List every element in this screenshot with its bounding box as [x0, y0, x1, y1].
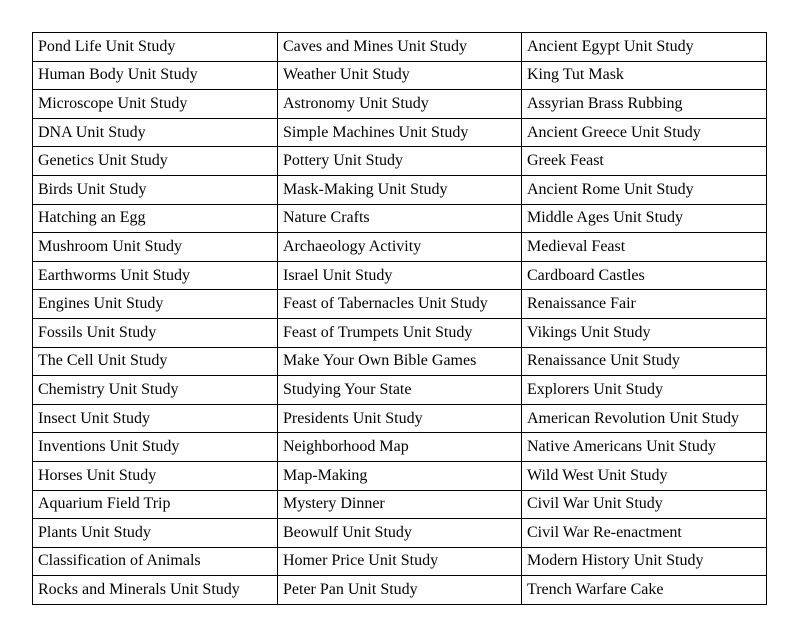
- table-row: [33, 147, 767, 176]
- table-row: [33, 490, 767, 519]
- table-row: [33, 290, 767, 319]
- table-cell: Peter Pan Unit Study: [278, 576, 522, 605]
- table-cell: Mystery Dinner: [278, 490, 522, 519]
- table-cell: Neighborhood Map: [278, 433, 522, 462]
- table-cell: Native Americans Unit Study: [522, 433, 767, 462]
- table-row: [33, 61, 767, 90]
- table-cell: Greek Feast: [522, 147, 767, 176]
- table-cell: Engines Unit Study: [33, 290, 278, 319]
- table-cell: Astronomy Unit Study: [278, 90, 522, 119]
- table-cell: Medieval Feast: [522, 233, 767, 262]
- table-row: [33, 90, 767, 119]
- table-cell: The Cell Unit Study: [33, 347, 278, 376]
- table-row: [33, 33, 767, 62]
- table-cell: Wild West Unit Study: [522, 461, 767, 490]
- table-cell: Assyrian Brass Rubbing: [522, 90, 767, 119]
- table-cell: Insect Unit Study: [33, 404, 278, 433]
- table-cell: Caves and Mines Unit Study: [278, 33, 522, 62]
- table-cell: Israel Unit Study: [278, 261, 522, 290]
- table-row: [33, 233, 767, 262]
- table-row: [33, 519, 767, 548]
- table-body: [33, 33, 767, 605]
- table-cell: Plants Unit Study: [33, 519, 278, 548]
- table-cell: Vikings Unit Study: [522, 318, 767, 347]
- table-row: [33, 547, 767, 576]
- table-cell: Aquarium Field Trip: [33, 490, 278, 519]
- table-row: [33, 576, 767, 605]
- table-cell: Feast of Tabernacles Unit Study: [278, 290, 522, 319]
- table-cell: Feast of Trumpets Unit Study: [278, 318, 522, 347]
- table-cell: Classification of Animals: [33, 547, 278, 576]
- table-cell: American Revolution Unit Study: [522, 404, 767, 433]
- table-cell: Modern History Unit Study: [522, 547, 767, 576]
- table-cell: Pottery Unit Study: [278, 147, 522, 176]
- table-row: [33, 175, 767, 204]
- table-cell: Rocks and Minerals Unit Study: [33, 576, 278, 605]
- table-cell: Beowulf Unit Study: [278, 519, 522, 548]
- table-cell: Homer Price Unit Study: [278, 547, 522, 576]
- document-page: [32, 32, 767, 605]
- table-cell: Ancient Rome Unit Study: [522, 175, 767, 204]
- table-cell: Microscope Unit Study: [33, 90, 278, 119]
- table-cell: Genetics Unit Study: [33, 147, 278, 176]
- table-cell: Archaeology Activity: [278, 233, 522, 262]
- table-row: [33, 204, 767, 233]
- unit-study-table: [32, 32, 767, 605]
- table-cell: DNA Unit Study: [33, 118, 278, 147]
- table-cell: Simple Machines Unit Study: [278, 118, 522, 147]
- table-cell: Civil War Re-enactment: [522, 519, 767, 548]
- table-row: [33, 404, 767, 433]
- table-cell: Explorers Unit Study: [522, 376, 767, 405]
- table-cell: King Tut Mask: [522, 61, 767, 90]
- table-cell: Mushroom Unit Study: [33, 233, 278, 262]
- table-cell: Chemistry Unit Study: [33, 376, 278, 405]
- table-cell: Fossils Unit Study: [33, 318, 278, 347]
- table-cell: Make Your Own Bible Games: [278, 347, 522, 376]
- table-cell: Nature Crafts: [278, 204, 522, 233]
- table-cell: Human Body Unit Study: [33, 61, 278, 90]
- table-cell: Mask-Making Unit Study: [278, 175, 522, 204]
- table-cell: Trench Warfare Cake: [522, 576, 767, 605]
- table-cell: Middle Ages Unit Study: [522, 204, 767, 233]
- table-cell: Renaissance Unit Study: [522, 347, 767, 376]
- table-cell: Civil War Unit Study: [522, 490, 767, 519]
- table-cell: Hatching an Egg: [33, 204, 278, 233]
- table-row: [33, 118, 767, 147]
- table-row: [33, 433, 767, 462]
- table-row: [33, 461, 767, 490]
- table-cell: Renaissance Fair: [522, 290, 767, 319]
- table-cell: Inventions Unit Study: [33, 433, 278, 462]
- table-cell: Horses Unit Study: [33, 461, 278, 490]
- table-cell: Birds Unit Study: [33, 175, 278, 204]
- table-cell: Pond Life Unit Study: [33, 33, 278, 62]
- table-cell: Presidents Unit Study: [278, 404, 522, 433]
- table-cell: Ancient Egypt Unit Study: [522, 33, 767, 62]
- table-row: [33, 261, 767, 290]
- table-row: [33, 376, 767, 405]
- table-cell: Studying Your State: [278, 376, 522, 405]
- table-row: [33, 318, 767, 347]
- table-cell: Earthworms Unit Study: [33, 261, 278, 290]
- table-row: [33, 347, 767, 376]
- table-cell: Ancient Greece Unit Study: [522, 118, 767, 147]
- table-cell: Cardboard Castles: [522, 261, 767, 290]
- table-cell: Map-Making: [278, 461, 522, 490]
- table-cell: Weather Unit Study: [278, 61, 522, 90]
